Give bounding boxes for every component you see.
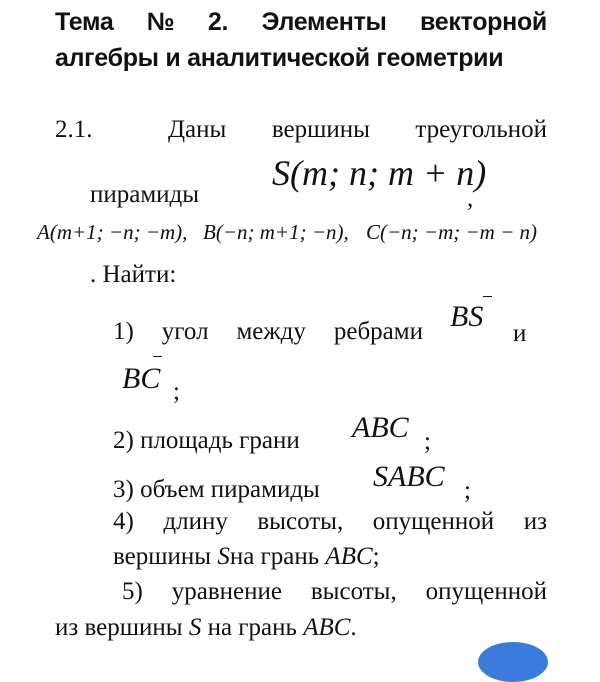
task-word: уравнение — [171, 578, 282, 605]
pyramid-word: пирамиды — [90, 181, 200, 208]
task-5-line-2 — [55, 614, 357, 642]
task-5-end: . — [350, 614, 357, 641]
title-line-1 — [55, 8, 547, 37]
vector-bs — [450, 300, 483, 334]
problem-number: 2.1. — [55, 116, 93, 143]
and-word: и — [513, 320, 527, 347]
task-4-end: ; — [372, 543, 380, 570]
task-word: угол — [161, 318, 209, 345]
task-2-end: ; — [424, 428, 431, 455]
task-4-line-1 — [113, 508, 547, 536]
vertex-a-formula: A(m+1; −n; −m), — [37, 220, 188, 244]
title-word: Тема — [55, 8, 114, 36]
task-1-text — [113, 318, 423, 346]
vertex-s: S — [217, 543, 230, 570]
task-word: опущенной — [425, 578, 547, 605]
pyramid-sabc: SABC — [373, 460, 445, 493]
task-word: высоты, — [310, 578, 397, 605]
task-5-line-1 — [122, 578, 547, 606]
vector-bs-label: BS — [450, 300, 484, 333]
title-word: 2. — [207, 8, 229, 36]
task-word: 5) — [122, 578, 143, 605]
task-word: высоты, — [257, 508, 344, 535]
task-word: между — [236, 318, 306, 345]
vertex-c-formula: C(−n; −m; −m − n) — [366, 220, 537, 244]
title-word: № — [146, 8, 175, 36]
task-word: 1) — [113, 318, 134, 345]
title-line-2: алгебры и аналитической геометрии — [55, 44, 504, 72]
face-abc-inline: ABC — [303, 614, 351, 641]
vertex-b-formula: B(−n; m+1; −n), — [203, 220, 349, 244]
task-word: 4) — [113, 508, 134, 535]
title-word: Элементы — [261, 8, 387, 36]
face-abc-inline: ABC — [325, 543, 373, 570]
title-word: векторной — [420, 8, 547, 36]
task-word: длину — [163, 508, 228, 535]
vertex-s: S — [188, 614, 202, 641]
task-4-text-a: вершины — [113, 543, 212, 570]
task-5-text-a: из вершины — [55, 614, 183, 641]
task-word: из — [523, 508, 547, 535]
task-1-end: ; — [173, 378, 180, 405]
comma: , — [467, 185, 474, 212]
vector-bc-label: BC — [122, 362, 161, 395]
floating-action-button[interactable] — [478, 642, 548, 682]
problem-line-1 — [168, 116, 547, 144]
task-3-end: ; — [464, 477, 471, 504]
vector-bc-bar — [153, 356, 162, 357]
task-word: опущенной — [372, 508, 495, 535]
problem-word: Даны — [168, 116, 227, 143]
task-4-text-b: на грань — [229, 543, 320, 570]
task-word: ребрами — [333, 318, 423, 345]
vector-bs-bar — [483, 296, 492, 297]
task-4-line-2 — [113, 543, 380, 571]
task-5-text-b: на грань — [207, 614, 297, 641]
find-label: . Найти: — [90, 261, 177, 288]
vertex-s-formula: S(m; n; m + n) — [272, 153, 487, 193]
problem-word: треугольной — [415, 116, 547, 143]
problem-word: вершины — [271, 116, 370, 143]
face-abc: ABC — [352, 411, 409, 444]
task-2-text: 2) площадь грани — [113, 427, 300, 454]
vector-bc — [122, 362, 160, 396]
task-3-text: 3) объем пирамиды — [113, 476, 320, 503]
